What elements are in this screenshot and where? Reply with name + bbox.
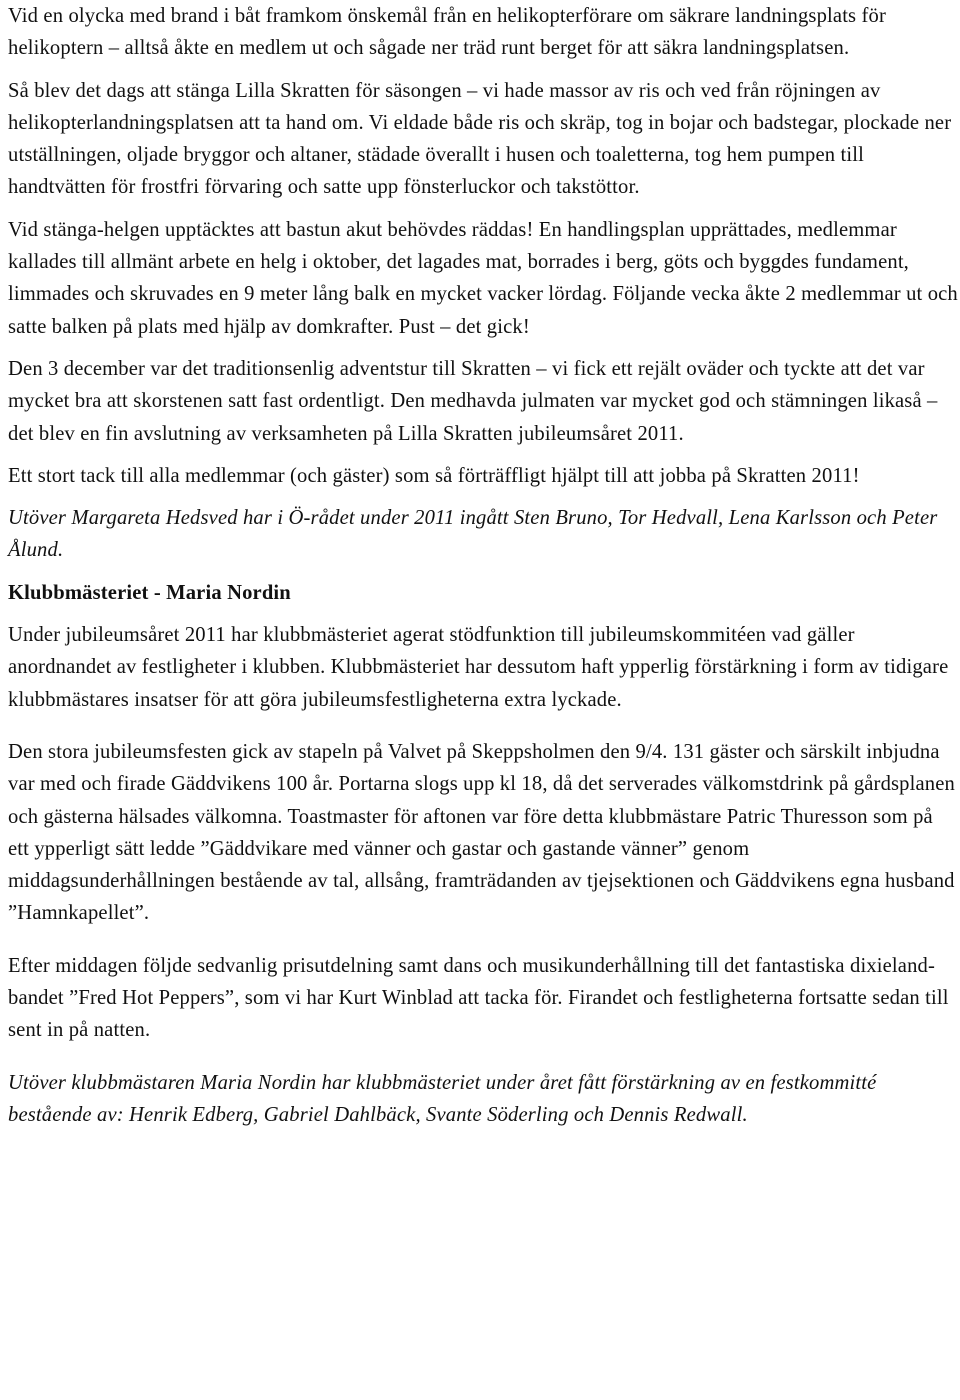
paragraph-sauna-rescue: Vid stänga-helgen upptäcktes att bastun akut behövdes räddas! En handlingsplan upprättades, medlemmar kallades till allmänt arbete en helg i oktober, det lagades mat, borrades i berg, göts och byggdes fundament, limmades och skruvades en 9 meter lång balk en mycket vacker lördag. Följande vecka åkte 2 medlemmar ut och satte balken på plats med hjälp av domkrafter. Pust – det gick!: [8, 218, 958, 338]
paragraph-island-council: Utöver Margareta Hedsved har i Ö-rådet under 2011 ingått Sten Bruno, Tor Hedvall, Lena Karlsson och Peter Ålund.: [8, 507, 938, 562]
paragraph-advent-trip: Den 3 december var det traditionsenlig adventstur till Skratten – vi fick ett rejält oväder och tyckte att det var mycket bra att skorstenen satt fast ordentligt. Den medhavda julmaten var mycket god och stämningen likaså – det blev en fin avslutning av verksamheten på Lilla Skratten jubileumsåret 2011.: [8, 357, 938, 445]
section-heading-club-steward: Klubbmästeriet - Maria Nordin: [8, 581, 291, 604]
paragraph-club-steward-support: Under jubileumsåret 2011 har klubbmästeriet agerat stödfunktion till jubileumskommitéen vad gäller anordnandet av festligheter i klubben. Klubbmästeriet har dessutom haft ypperlig förstärkning i form av tidigare klubbmästares insatser för att göra jubileumsfestligheterna extra lyckade.: [8, 624, 949, 711]
paragraph-festivity-committee: Utöver klubbmästaren Maria Nordin har klubbmästeriet under året fått förstärkning av en festkommitté bestående av: Henrik Edberg, Gabriel Dahlbäck, Svante Söderling och Dennis Redwall.: [8, 1071, 877, 1126]
paragraph-helicopter-landing: Vid en olycka med brand i båt framkom önskemål från en helikopterförare om säkrare landningsplats för helikoptern – alltså åkte en medlem ut och sågade ner träd runt berget för att säkra landningsplatsen.: [8, 5, 886, 60]
paragraph-closing-season: Så blev det dags att stänga Lilla Skratten för säsongen – vi hade massor av ris och ved från röjningen av helikopterlandningsplatsen att ta hand om. Vi eldade både ris och skräp, tog in bojar och badstegar, plockade ner utställningen, oljade bryggor och altaner, städade överallt i husen och toaletterna, tog hem pumpen till handtvätten för frostfri förvaring och satte upp fönsterluckor och takstöttor.: [8, 79, 952, 199]
paragraph-after-dinner: Efter middagen följde sedvanlig prisutdelning samt dans och musikunderhållning till det fantastiska dixieland-bandet ”Fred Hot Peppers”, som vi har Kurt Winblad att tacka för. Firandet och festligheterna fortsatte sedan till sent in på natten.: [8, 954, 949, 1042]
paragraph-anniversary-party: Den stora jubileumsfesten gick av stapeln på Valvet på Skeppsholmen den 9/4. 131 gäster och särskilt inbjudna var med och firade Gäddvikens 100 år. Portarna slogs upp kl 18, då det serverades välkomstdrink på gårdsplanen och gästerna hälsades välkomna. Toastmaster för aftonen var före detta klubbmästare Patric Thuresson som på ett ypperligt sätt ledde ”Gäddvikare med vänner och gastar och gastande vänner” genom middagsunderhållningen bestående av tal, allsång, framträdanden av tjejsektionen och Gäddvikens egna husband ”Hamnkapellet”.: [8, 740, 955, 925]
paragraph-thanks: Ett stort tack till alla medlemmar (och gäster) som så förträffligt hjälpt till att jobba på Skratten 2011!: [8, 464, 860, 487]
document-page: [8, 0, 958, 1131]
